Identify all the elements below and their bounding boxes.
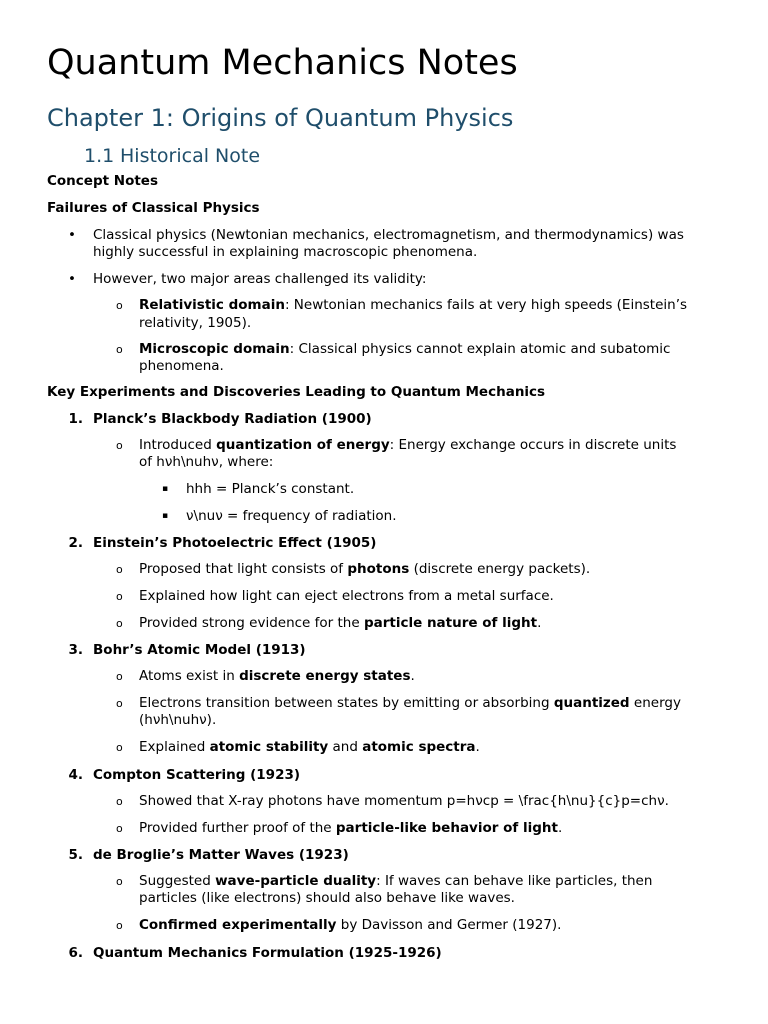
compton-text-post: . [557,820,563,836]
planck-text-post: : Energy exchange occurs in discrete units [389,437,677,453]
list-number: 5. [68,847,83,863]
einstein-text-pre: Proposed that light consists of [139,561,348,577]
list-number: 6. [68,945,83,961]
section-heading [84,144,260,168]
compton-term: particle-like behavior of light [335,820,558,836]
planck-term: quantization of energy [216,437,390,453]
relativistic-domain-term: Relativistic domain [139,297,285,313]
bohr-text-pre: Atoms exist in [139,668,240,684]
bohr-point-3 [139,739,480,756]
microscopic-domain-line-2: phenomena. [139,358,224,374]
square-marker: ▪ [162,511,169,521]
bohr-term: atomic stability [209,739,329,755]
planck-point-1-line-1 [139,437,676,454]
circle-marker: o [116,670,123,683]
einstein-point-1 [139,561,590,578]
bohr-text-post: . [475,739,480,755]
einstein-title: Einstein’s Photoelectric Effect (1905) [93,535,377,551]
failures-heading: Failures of Classical Physics [47,200,260,216]
bohr-point-2-line-1 [139,695,681,712]
compton-point-2 [139,820,562,837]
bohr-title: Bohr’s Atomic Model (1913) [93,642,306,658]
planck-sub-1: hhh = Planck’s constant. [186,481,355,497]
de-broglie-term: Confirmed experimentally [139,917,337,933]
list-number: 2. [68,535,83,551]
bohr-text-mid: and [328,739,363,755]
microscopic-domain-line-1 [139,341,670,358]
compton-text-pre: Provided further proof of the [139,820,336,836]
bohr-text-pre: Electrons transition between states by emitting or absorbing [139,695,554,711]
de-broglie-point-1-line-2: particles (like electrons) should also behave like waves. [139,890,515,906]
document-title: Quantum Mechanics Notes [47,43,518,83]
compton-point-1: Showed that X-ray photons have momentum p=hνcp = \frac{h\nu}{c}p=chν. [139,793,669,809]
de-broglie-point-2 [139,917,561,934]
circle-marker: o [116,822,123,835]
relativistic-domain-text: : Newtonian mechanics fails at very high speeds (Einstein’s [284,297,688,313]
de-broglie-point-1-line-1 [139,873,652,890]
circle-marker: o [116,919,123,932]
circle-marker: o [116,741,123,754]
bullet-marker: • [68,271,76,287]
failures-bullet-1-line-1: Classical physics (Newtonian mechanics, electromagnetism, and thermodynamics) was [93,227,684,243]
failures-bullet-2: However, two major areas challenged its validity: [93,271,427,287]
einstein-text-pre: Provided strong evidence for the [139,615,364,631]
circle-marker: o [116,795,123,808]
circle-marker: o [116,563,123,576]
list-number: 4. [68,767,83,783]
circle-marker: o [116,617,123,630]
list-number: 3. [68,642,83,658]
de-broglie-text-post: by Davisson and Germer (1927). [336,917,562,933]
microscopic-domain-text: : Classical physics cannot explain atomic and subatomic [289,341,671,357]
de-broglie-text-pre: Suggested [139,873,216,889]
relativistic-domain-line-2: relativity, 1905). [139,315,252,331]
section-number: 1.1 [84,145,115,167]
circle-marker: o [116,590,123,603]
einstein-text-post: . [537,615,542,631]
compton-title: Compton Scattering (1923) [93,767,301,783]
concept-notes-heading: Concept Notes [47,173,158,189]
circle-marker: o [116,439,123,452]
einstein-text-post: (discrete energy packets). [409,561,591,577]
qm-formulation-title: Quantum Mechanics Formulation (1925-1926) [93,945,442,961]
chapter-heading: Chapter 1: Origins of Quantum Physics [47,104,514,132]
planck-title: Planck’s Blackbody Radiation (1900) [93,411,372,427]
failures-bullet-1-line-2: highly successful in explaining macroscopic phenomena. [93,244,478,260]
bohr-text-post: energy [629,695,681,711]
bohr-term: atomic spectra [362,739,476,755]
circle-marker: o [116,875,123,888]
planck-point-1-line-2: of hνh\nuhν, where: [139,454,274,470]
square-marker: ▪ [162,484,169,494]
bohr-point-1 [139,668,415,685]
key-experiments-heading: Key Experiments and Discoveries Leading to Quantum Mechanics [47,384,546,400]
einstein-term: particle nature of light [363,615,538,631]
list-number: 1. [68,411,83,427]
einstein-point-3 [139,615,541,632]
section-title: Historical Note [120,145,261,167]
de-broglie-text-post: : If waves can behave like particles, then [376,873,653,889]
einstein-term: photons [347,561,410,577]
bohr-term: quantized [553,695,630,711]
circle-marker: o [116,343,123,356]
microscopic-domain-term: Microscopic domain [139,341,290,357]
einstein-point-2: Explained how light can eject electrons from a metal surface. [139,588,554,604]
circle-marker: o [116,299,123,312]
planck-text-pre: Introduced [139,437,217,453]
de-broglie-title: de Broglie’s Matter Waves (1923) [93,847,349,863]
relativistic-domain-line-1 [139,297,687,314]
bohr-point-2-line-2: (hνh\nuhν). [139,712,217,728]
circle-marker: o [116,697,123,710]
bohr-text-pre: Explained [139,739,210,755]
planck-sub-2: ν\nuν = frequency of radiation. [186,508,397,524]
bohr-term: discrete energy states [239,668,411,684]
bohr-text-post: . [410,668,415,684]
de-broglie-term: wave-particle duality [215,873,377,889]
bullet-marker: • [68,227,76,243]
